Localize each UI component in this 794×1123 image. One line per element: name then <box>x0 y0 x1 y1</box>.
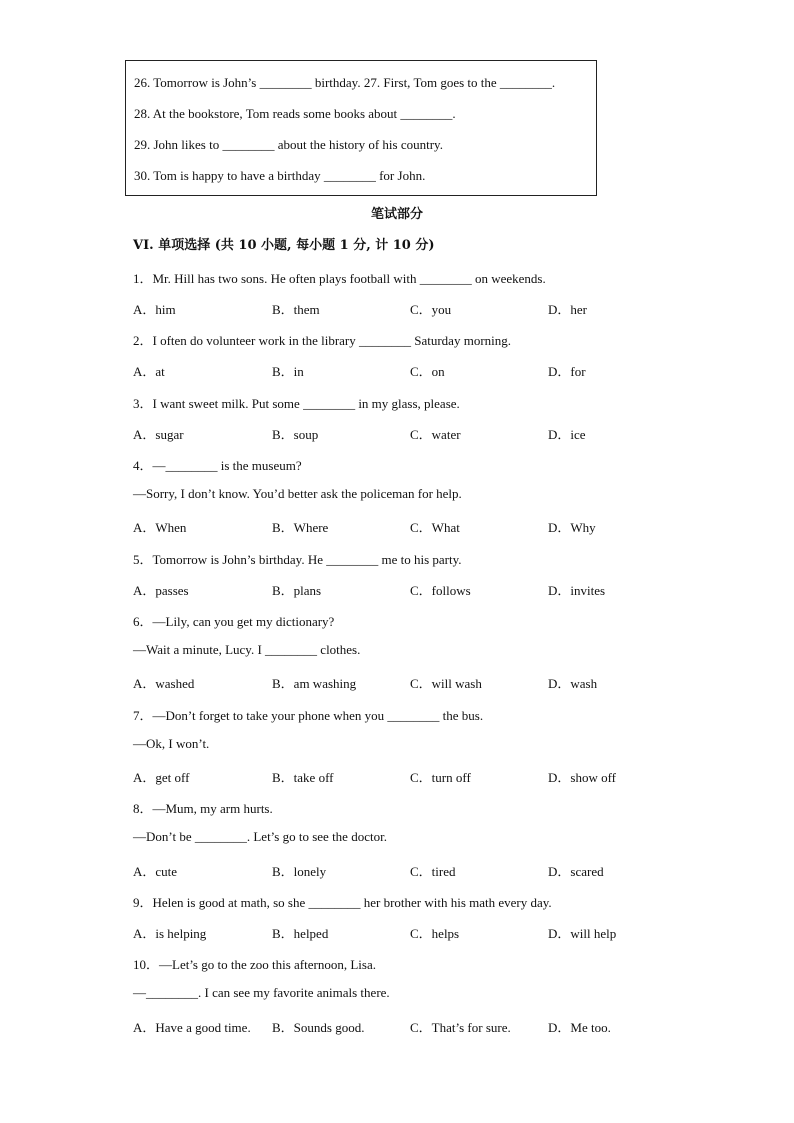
option-d: D．scared <box>548 864 604 879</box>
option-b: B．helped <box>272 926 329 941</box>
option-d: D．Me too. <box>548 1020 611 1035</box>
option-c: C．will wash <box>410 676 482 691</box>
option-c: C．water <box>410 427 461 442</box>
option-d: D．wash <box>548 676 598 691</box>
option-a: A．sugar <box>133 427 184 442</box>
option-a: A．passes <box>133 583 189 598</box>
option-b: B．Where <box>272 520 329 535</box>
option-b: B．plans <box>272 583 322 598</box>
box-line-28: 28. At the bookstore, Tom reads some books about ________. <box>134 106 456 121</box>
option-a: A．get off <box>133 770 190 785</box>
option-c: C．you <box>410 302 452 317</box>
option-c: C．tired <box>410 864 456 879</box>
question-dialogue-line: —________. I can see my favorite animals there. <box>133 985 390 1000</box>
listening-answer-box <box>125 60 597 196</box>
question-stem: 5．Tomorrow is John’s birthday. He ________ me to his party. <box>133 552 462 567</box>
option-b: B．soup <box>272 427 319 442</box>
option-d: D．her <box>548 302 587 317</box>
box-line-30: 30. Tom is happy to have a birthday ________ for John. <box>134 168 426 183</box>
option-a: A．When <box>133 520 187 535</box>
option-a: A．at <box>133 364 165 379</box>
option-b: B．am washing <box>272 676 357 691</box>
option-b: B．them <box>272 302 320 317</box>
question-dialogue-line: —Wait a minute, Lucy. I ________ clothes. <box>133 642 361 657</box>
question-stem: 1．Mr. Hill has two sons. He often plays football with ________ on weekends. <box>133 271 546 286</box>
option-d: D．ice <box>548 427 586 442</box>
option-c: C．What <box>410 520 460 535</box>
option-b: B．lonely <box>272 864 327 879</box>
option-a: A．washed <box>133 676 195 691</box>
option-c: C．That’s for sure. <box>410 1020 511 1035</box>
section-heading: VI. 单项选择 (共 10 小题, 每小题 1 分, 计 10 分) <box>133 238 435 253</box>
question-stem: 10．—Let’s go to the zoo this afternoon, Lisa. <box>133 957 376 972</box>
option-d: D．will help <box>548 926 617 941</box>
question-stem: 7．—Don’t forget to take your phone when you ________ the bus. <box>133 708 484 723</box>
question-stem: 8．—Mum, my arm hurts. <box>133 801 273 816</box>
option-a: A．Have a good time. <box>133 1020 251 1035</box>
question-stem: 2．I often do volunteer work in the library ________ Saturday morning. <box>133 333 512 348</box>
option-b: B．take off <box>272 770 334 785</box>
option-d: D．for <box>548 364 586 379</box>
option-b: B．in <box>272 364 304 379</box>
option-d: D．Why <box>548 520 596 535</box>
written-part-title: 笔试部分 <box>370 207 423 222</box>
question-stem: 4．—________ is the museum? <box>133 458 302 473</box>
option-c: C．turn off <box>410 770 471 785</box>
question-stem: 3．I want sweet milk. Put some ________ in my glass, please. <box>133 396 460 411</box>
option-c: C．helps <box>410 926 460 941</box>
option-c: C．follows <box>410 583 471 598</box>
box-line-26-27: 26. Tomorrow is John’s ________ birthday. 27. First, Tom goes to the ________. <box>134 75 556 90</box>
option-d: D．show off <box>548 770 617 785</box>
question-dialogue-line: —Ok, I won’t. <box>133 736 210 751</box>
option-c: C．on <box>410 364 445 379</box>
question-stem: 9．Helen is good at math, so she ________ her brother with his math every day. <box>133 895 552 910</box>
option-b: B．Sounds good. <box>272 1020 365 1035</box>
option-a: A．is helping <box>133 926 207 941</box>
option-a: A．him <box>133 302 176 317</box>
box-line-29: 29. John likes to ________ about the history of his country. <box>134 137 443 152</box>
option-d: D．invites <box>548 583 606 598</box>
question-dialogue-line: —Sorry, I don’t know. You’d better ask the policeman for help. <box>133 486 462 501</box>
question-stem: 6．—Lily, can you get my dictionary? <box>133 614 335 629</box>
option-a: A．cute <box>133 864 178 879</box>
question-dialogue-line: —Don’t be ________. Let’s go to see the doctor. <box>133 829 387 844</box>
